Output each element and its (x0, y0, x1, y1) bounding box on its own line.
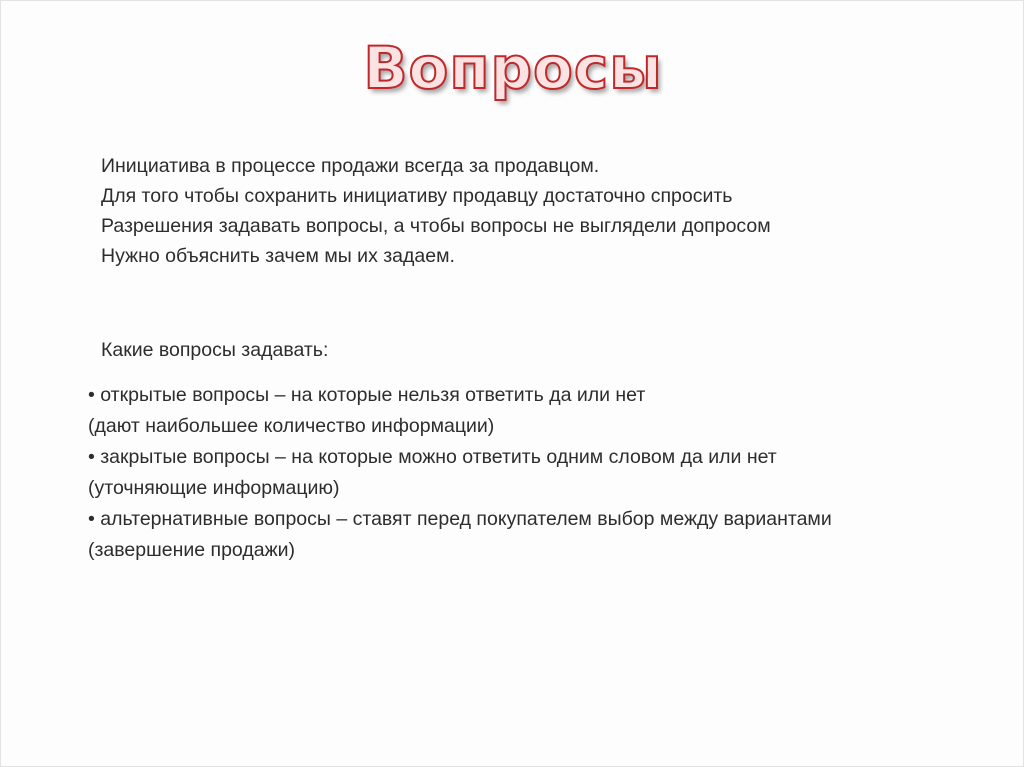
question-type-text: • закрытые вопросы – на которые можно ответить одним словом да или нет (88, 446, 777, 468)
intro-line: Нужно объяснить зачем мы их задаем. (101, 245, 455, 267)
question-type-note: (завершение продажи) (88, 539, 295, 561)
question-type-note: (уточняющие информацию) (88, 477, 340, 499)
question-types-heading: Какие вопросы задавать: (101, 339, 329, 361)
question-types-list (88, 380, 1008, 566)
intro-line: Разрешения задавать вопросы, а чтобы вопросы не выглядели допросом (101, 215, 771, 237)
question-type-open (88, 380, 1008, 442)
question-type-text: • альтернативные вопросы – ставят перед покупателем выбор между вариантами (88, 508, 832, 530)
question-type-alternative (88, 504, 1008, 566)
intro-line: Для того чтобы сохранить инициативу продавцу достаточно спросить (101, 185, 733, 207)
intro-paragraph (101, 151, 961, 271)
question-type-closed (88, 442, 1008, 504)
intro-line: Инициатива в процессе продажи всегда за продавцом. (101, 155, 600, 177)
question-type-text: • открытые вопросы – на которые нельзя ответить да или нет (88, 384, 646, 406)
question-type-note: (дают наибольшее количество информации) (88, 415, 495, 437)
slide-title: Вопросы (363, 34, 663, 102)
